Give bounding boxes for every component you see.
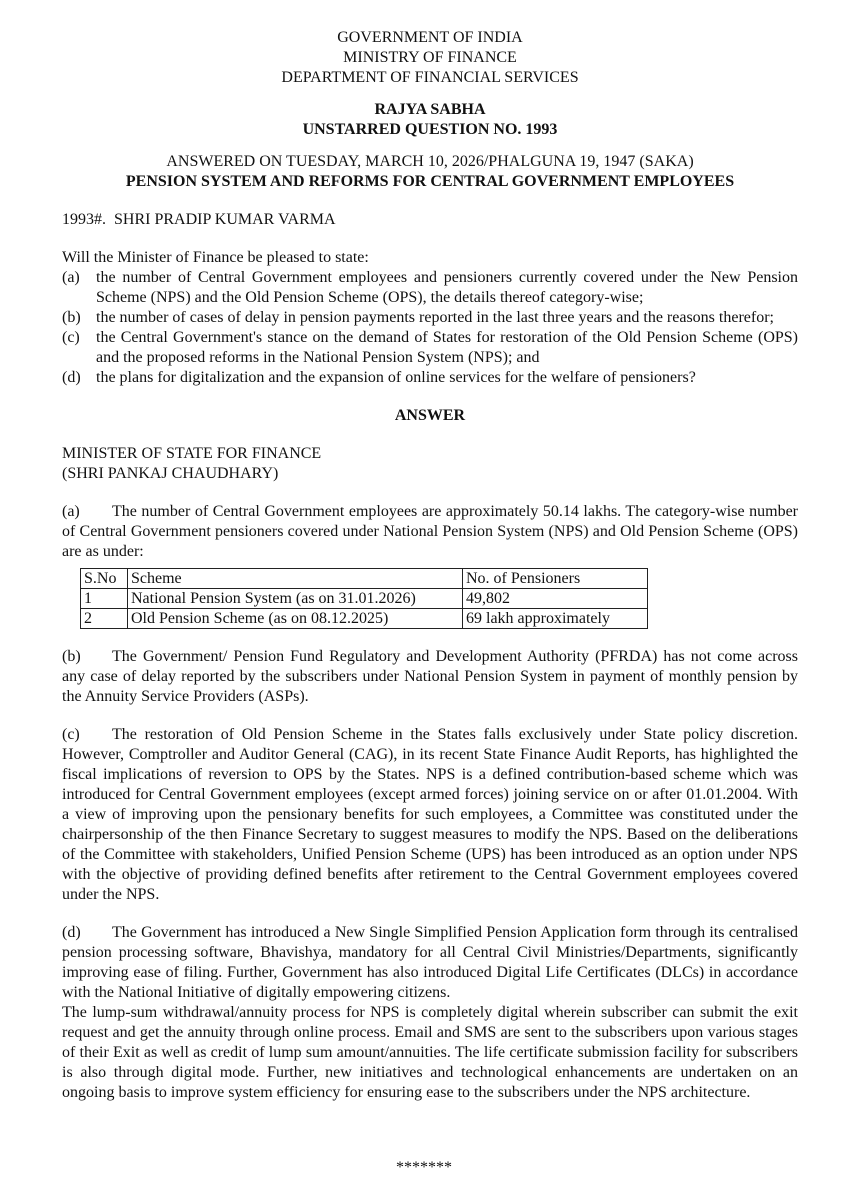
answer-b [62,647,798,707]
question-number: UNSTARRED QUESTION NO. 1993 [302,121,558,138]
question-text: the number of cases of delay in pension payments reported in the last three years and the reasons therefor; [96,309,774,326]
question-subject: PENSION SYSTEM AND REFORMS FOR CENTRAL GOVERNMENT EMPLOYEES [125,173,735,190]
table-cell: 1 [81,589,128,609]
answer-c [62,725,798,905]
question-item [62,368,798,388]
question-item [62,308,798,328]
question-text: the number of Central Government employees and pensioners currently covered under the New Pension Scheme (NPS) and the Old Pension Scheme (OPS), the details thereof category-wise; [96,269,798,306]
answer-label: (c) [62,726,80,743]
question-text: the plans for digitalization and the expansion of online services for the welfare of pensioners? [96,369,696,386]
document-page [62,28,798,1103]
question-header [62,100,798,140]
question-list [62,268,798,388]
header-line-ministry: MINISTRY OF FINANCE [343,49,517,66]
table-header-cell: S.No [81,569,128,589]
question-label: (d) [62,369,81,386]
question-intro: Will the Minister of Finance be pleased to state: [62,249,369,266]
table-cell: Old Pension Scheme (as on 08.12.2025) [128,609,463,629]
answer-label: (b) [62,648,81,665]
answer-heading: ANSWER [394,407,466,424]
header-line-department: DEPARTMENT OF FINANCIAL SERVICES [281,69,579,86]
table-cell: National Pension System (as on 31.01.2026) [128,589,463,609]
question-item [62,328,798,368]
table-cell: 69 lakh approximately [463,609,648,629]
table-cell: 49,802 [463,589,648,609]
question-label: (a) [62,269,80,286]
answer-label: (d) [62,924,81,941]
header-line-govt: GOVERNMENT OF INDIA [337,29,523,46]
question-item [62,268,798,308]
answer-a [62,502,798,562]
pensioners-table [80,568,648,629]
question-label: (b) [62,309,81,326]
house-name: RAJYA SABHA [374,101,486,118]
answer-d [62,923,798,1003]
question-label: (c) [62,329,80,346]
answer-text: The Government has introduced a New Single Simplified Pension Application form through its centralised pension processing software, Bhavishya, mandatory for all Central Civil Ministries/Departments, significantly improving ease of filing. Further, Government has also introduced Digital Life Certificates (DLCs) in accordance with the National Initiative of digitally empowering citizens. [62,924,798,1001]
answer-text: The restoration of Old Pension Scheme in the States falls exclusively under State policy discretion. However, Comptroller and Auditor General (CAG), in its recent State Finance Audit Reports, has highlighted the fiscal implications of reversion to OPS by the States. NPS is a defined contribution-based scheme which was introduced for Central Government employees (except armed forces) joining service on or after 01.01.2004. With a view of improving upon the pensionary benefits for such employees, a Committee was constituted under the chairpersonship of the then Finance Secretary to suggest measures to modify the NPS. Based on the deliberations of the Committee with stakeholders, Unified Pension Scheme (UPS) has been introduced as an option under NPS with the objective of providing defined benefits after retirement to the Central Government employees covered under the NPS. [62,726,798,903]
table-row [81,589,648,609]
table-row [81,609,648,629]
answer-d-continued: The lump-sum withdrawal/annuity process for NPS is completely digital wherein subscriber can submit the exit request and get the annuity through online process. Email and SMS are sent to the subscribers upon various stages of their Exit as well as credit of lump sum amount/annuities. The life certificate submission facility for subscribers is also through digital mode. Further, new initiatives and technological enhancements are undertaken on an ongoing basis to improve system efficiency for ensuring ease to the subscribers under the NPS architecture. [62,1004,798,1101]
answer-text: The number of Central Government employees are approximately 50.14 lakhs. The category-wise number of Central Government pensioners covered under National Pension System (NPS) and Old Pension Scheme (OPS) are as under: [62,503,798,560]
answer-label: (a) [62,503,80,520]
table-header-cell: No. of Pensioners [463,569,648,589]
minister-block [62,444,798,484]
minister-title: MINISTER OF STATE FOR FINANCE [62,445,322,462]
end-marker: ******* [396,1159,452,1176]
question-text: the Central Government's stance on the demand of States for restoration of the Old Pension Scheme (OPS) and the proposed reforms in the National Pension System (NPS); and [96,329,798,366]
govt-header [62,28,798,88]
minister-name: (SHRI PANKAJ CHAUDHARY) [62,465,279,482]
table-header-row [81,569,648,589]
answered-on: ANSWERED ON TUESDAY, MARCH 10, 2026/PHALGUNA 19, 1947 (SAKA) [166,153,694,170]
answer-text: The Government/ Pension Fund Regulatory and Development Authority (PFRDA) has not come across any case of delay reported by the subscribers under National Pension System in payment of monthly pension by the Annuity Service Providers (ASPs). [62,648,798,705]
asker-line: 1993#. SHRI PRADIP KUMAR VARMA [62,211,336,228]
table-header-cell: Scheme [128,569,463,589]
table-cell: 2 [81,609,128,629]
